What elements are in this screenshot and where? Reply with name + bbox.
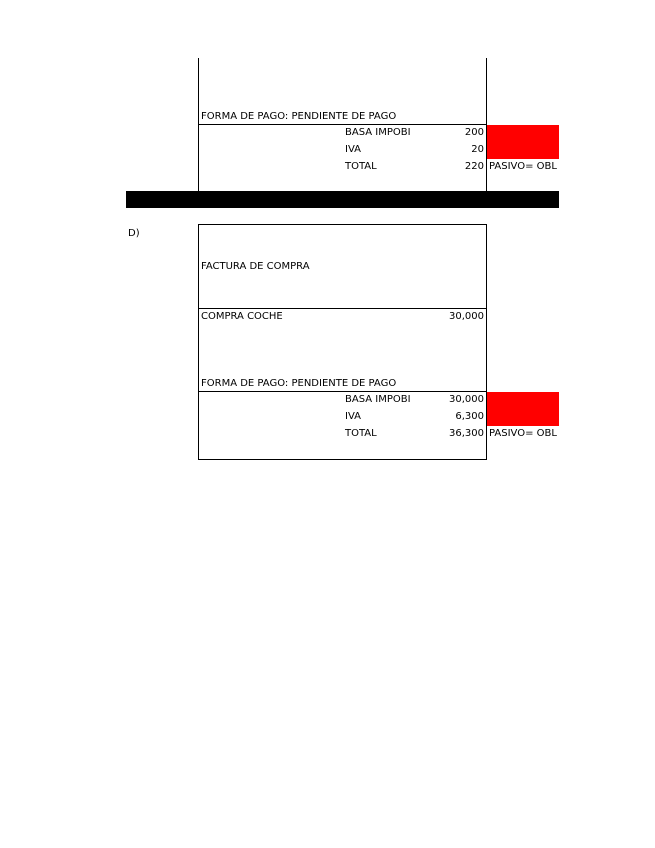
section-c-note: PASIVO= OBL [489,161,557,172]
section-d-note: PASIVO= OBL [489,428,557,439]
section-d-invoice-box [198,224,487,460]
section-d-invoice-title: FACTURA DE COMPRA [201,261,310,272]
section-d-iva-label: IVA [345,411,361,422]
section-c-divider [198,124,487,125]
section-d-highlight [487,392,559,426]
section-c-iva-value: 20 [471,144,484,155]
section-c-highlight [487,125,559,159]
section-separator [126,191,559,208]
section-d-iva-value: 6,300 [455,411,484,422]
section-c-base-value: 200 [464,127,484,138]
section-d-base-label: BASA IMPOBI [345,394,411,405]
section-c-total-value: 220 [464,161,484,172]
section-c-total-label: TOTAL [345,161,377,172]
section-d-payment-label: FORMA DE PAGO: PENDIENTE DE PAGO [201,378,397,389]
section-d-divider-top [198,308,487,309]
section-c-payment-label: FORMA DE PAGO: PENDIENTE DE PAGO [201,111,397,122]
section-c-base-label: BASA IMPOBI [345,127,411,138]
section-c-iva-label: IVA [345,144,361,155]
section-d-base-value: 30,000 [449,394,484,405]
section-d-letter: D) [128,228,140,239]
section-d-divider-bottom [198,391,487,392]
section-d-item-value: 30,000 [449,311,484,322]
section-d-item-label: COMPRA COCHE [201,311,283,322]
section-d-total-value: 36,300 [449,428,484,439]
section-d-total-label: TOTAL [345,428,377,439]
